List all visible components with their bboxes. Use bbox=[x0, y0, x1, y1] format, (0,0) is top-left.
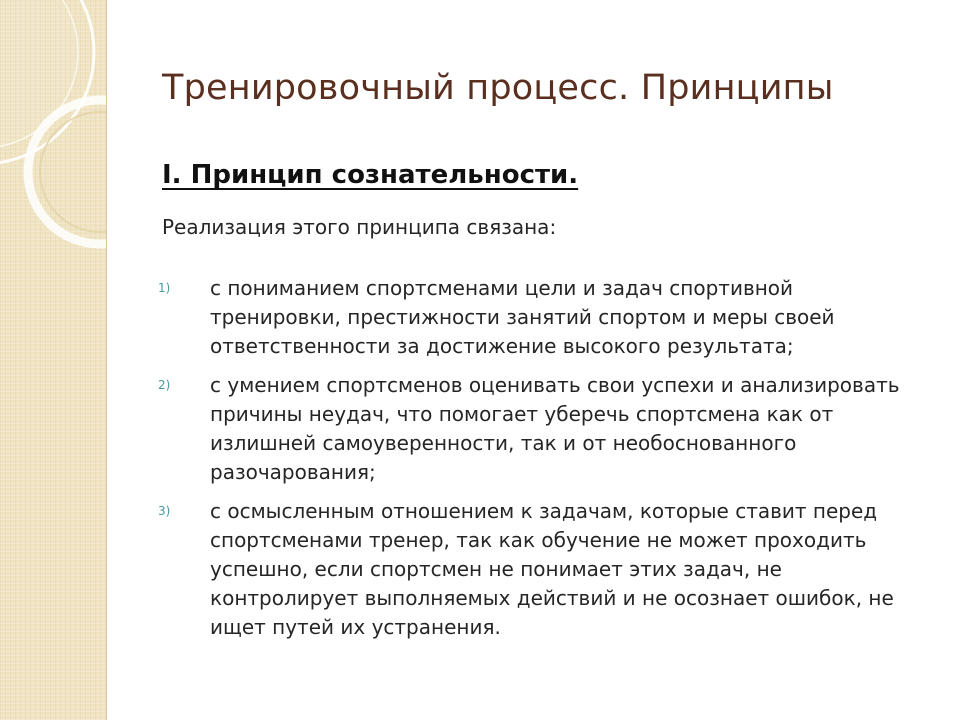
principle-list bbox=[158, 274, 938, 652]
decorative-side-panel bbox=[0, 0, 107, 720]
list-item-text: с пониманием спортсменами цели и задач спортивной тренировки, престижности занятий спортом и меры своей ответственности за достижение высокого результата; bbox=[210, 276, 835, 358]
intro-text: Реализация этого принципа связана: bbox=[162, 215, 557, 239]
list-item-number: 3) bbox=[158, 504, 171, 518]
list-item-number: 2) bbox=[158, 378, 171, 392]
list-item-number: 1) bbox=[158, 281, 171, 295]
list-item bbox=[158, 274, 938, 361]
list-item bbox=[158, 497, 938, 642]
list-item bbox=[158, 371, 938, 487]
decorative-circles bbox=[0, 0, 106, 720]
list-item-text: с осмысленным отношением к задачам, которые ставит перед спортсменами тренер, так как обучение не может проходить успешно, если спортсмен не понимает этих задач, не контролирует выполняемых действий и не осознает ошибок, не ищет путей их устранения. bbox=[210, 499, 894, 639]
list-item-text: с умением спортсменов оценивать свои успехи и анализировать причины неудач, что помогает уберечь спортсмена как от излишней самоуверенности, так и от необоснованного разочарования; bbox=[210, 373, 900, 484]
principle-heading: I. Принцип сознательности. bbox=[162, 160, 579, 190]
slide-title: Тренировочный процесс. Принципы bbox=[162, 68, 834, 108]
